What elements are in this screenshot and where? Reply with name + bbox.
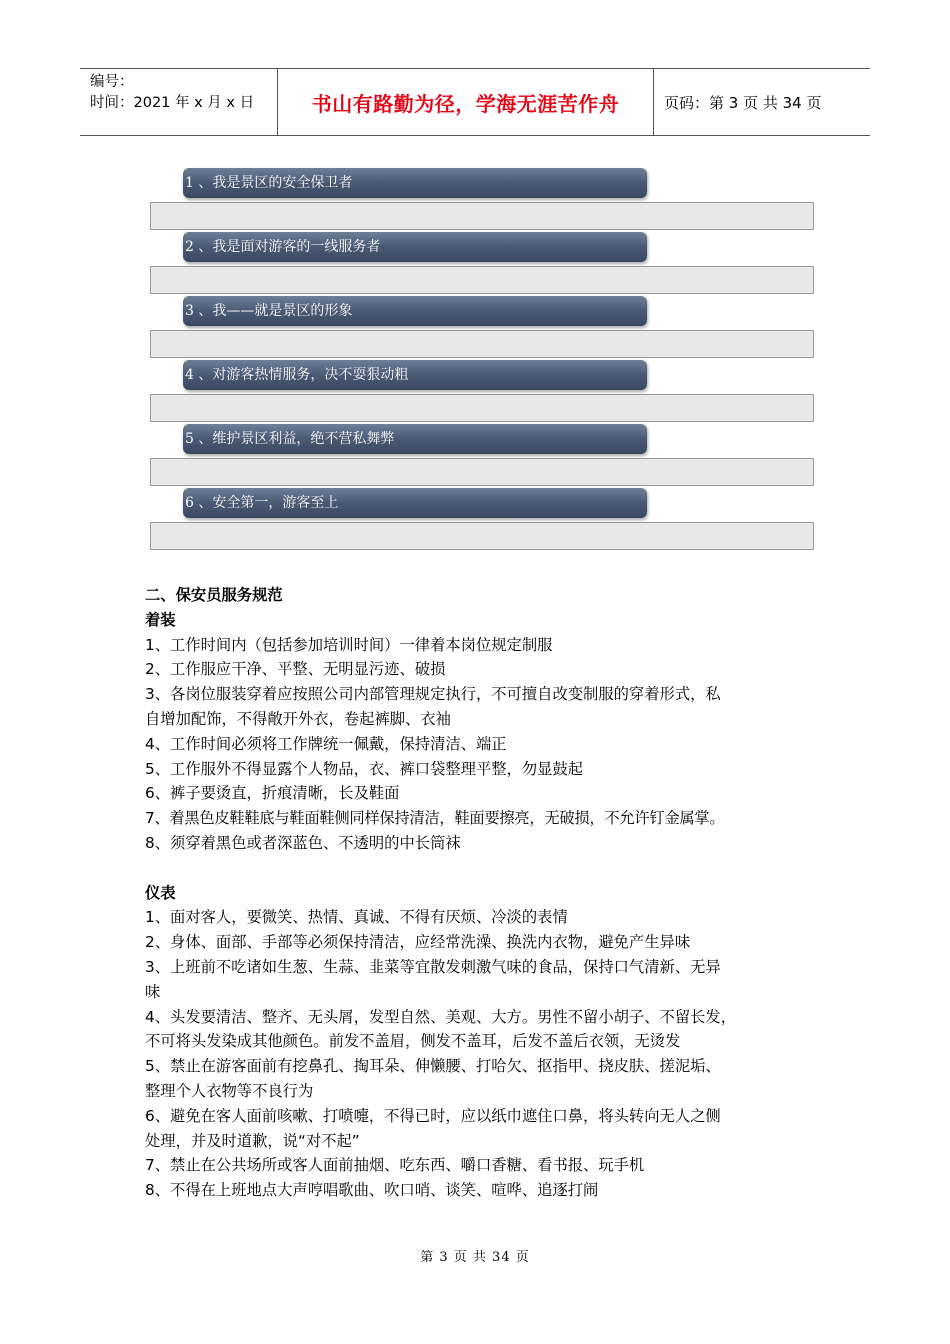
page-header <box>80 68 870 136</box>
smartart-bar <box>150 522 814 550</box>
header-meta-cell <box>80 69 278 135</box>
smartart-item <box>150 294 814 358</box>
dress-line: 4、工作时间必须将工作牌统一佩戴，保持清洁、端正 <box>145 734 507 753</box>
smartart-item <box>150 358 814 422</box>
dress-line: 2、工作服应干净、平整、无明显污迹、破损 <box>145 660 446 679</box>
header-motto: 书山有路勤为径，学海无涯苦作舟 <box>278 69 654 135</box>
smartart-tab: 2 、我是面对游客的一线服务者 <box>183 232 647 262</box>
dress-line: 6、裤子要烫直，折痕清晰，长及鞋面 <box>145 784 400 803</box>
appearance-line: 5、禁止在游客面前有挖鼻孔、掏耳朵、伸懒腰、打哈欠、抠指甲、挠皮肤、搓泥垢、 <box>145 1057 721 1076</box>
smartart-bar <box>150 458 814 486</box>
dress-line: 自增加配饰，不得敞开外衣，卷起裤脚、衣袖 <box>145 709 451 728</box>
document-body <box>145 583 825 1203</box>
smartart-list <box>150 166 814 550</box>
dress-line: 3、各岗位服装穿着应按照公司内部管理规定执行，不可擅自改变制服的穿着形式，私 <box>145 685 721 704</box>
appearance-line: 7、禁止在公共场所或客人面前抽烟、吃东西、嚼口香糖、看书报、玩手机 <box>145 1156 645 1175</box>
appearance-line: 味 <box>145 982 161 1001</box>
dress-line: 8、须穿着黑色或者深蓝色、不透明的中长筒袜 <box>145 833 461 852</box>
smartart-item <box>150 422 814 486</box>
appearance-line: 1、面对客人，要微笑、热情、真诚、不得有厌烦、冷淡的表情 <box>145 908 568 927</box>
smartart-item <box>150 166 814 230</box>
smartart-item <box>150 486 814 550</box>
smartart-tab: 4 、对游客热情服务，决不耍狠动粗 <box>183 360 647 390</box>
paragraph-gap <box>145 856 825 881</box>
dress-line: 5、工作服外不得显露个人物品，衣、裤口袋整理平整，勿显鼓起 <box>145 759 584 778</box>
appearance-line: 2、身体、面部、手部等必须保持清洁，应经常洗澡、换洗内衣物，避免产生异味 <box>145 933 691 952</box>
appearance-line: 4、头发要清洁、整齐、无头屑，发型自然、美观、大方。男性不留小胡子、不留长发， <box>145 1007 737 1026</box>
dress-line: 1、工作时间内（包括参加培训时间）一律着本岗位规定制服 <box>145 635 553 654</box>
appearance-line: 8、不得在上班地点大声哼唱歌曲、吹口哨、谈笑、喧哗、追逐打闹 <box>145 1181 599 1200</box>
page-footer: 第 3 页 共 34 页 <box>420 1250 530 1265</box>
smartart-tab: 6 、安全第一，游客至上 <box>183 488 647 518</box>
header-page-info: 页码：第 3 页 共 34 页 <box>664 93 822 112</box>
section-title: 二、保安员服务规范 <box>145 586 283 604</box>
appearance-line: 整理个人衣物等不良行为 <box>145 1081 314 1100</box>
document-number-label: 编号： <box>90 74 134 90</box>
smartart-tab: 1 、我是景区的安全保卫者 <box>183 168 647 198</box>
smartart-bar <box>150 330 814 358</box>
appearance-line: 不可将头发染成其他颜色。前发不盖眉，侧发不盖耳，后发不盖后衣领，无烫发 <box>145 1032 681 1051</box>
smartart-tab: 5 、维护景区利益，绝不营私舞弊 <box>183 424 647 454</box>
smartart-item <box>150 230 814 294</box>
appearance-line: 6、避免在客人面前咳嗽、打喷嚏，不得已时，应以纸巾遮住口鼻，将头转向无人之侧 <box>145 1106 721 1125</box>
document-time-label: 时间：2021 年 x 月 x 日 <box>90 95 255 111</box>
appearance-line: 3、上班前不吃诸如生葱、生蒜、韭菜等宜散发刺激气味的食品，保持口气清新、无异 <box>145 957 721 976</box>
smartart-bar <box>150 266 814 294</box>
smartart-bar <box>150 394 814 422</box>
appearance-line: 处理，并及时道歉，说“对不起” <box>145 1131 360 1150</box>
smartart-tab: 3 、我——就是景区的形象 <box>183 296 647 326</box>
dress-line: 7、着黑色皮鞋鞋底与鞋面鞋侧同样保持清洁，鞋面要擦亮，无破损，不允许钉金属掌。 <box>145 809 725 828</box>
smartart-bar <box>150 202 814 230</box>
subsection-title-appearance: 仪表 <box>145 883 176 902</box>
subsection-title-dress: 着装 <box>145 610 176 629</box>
